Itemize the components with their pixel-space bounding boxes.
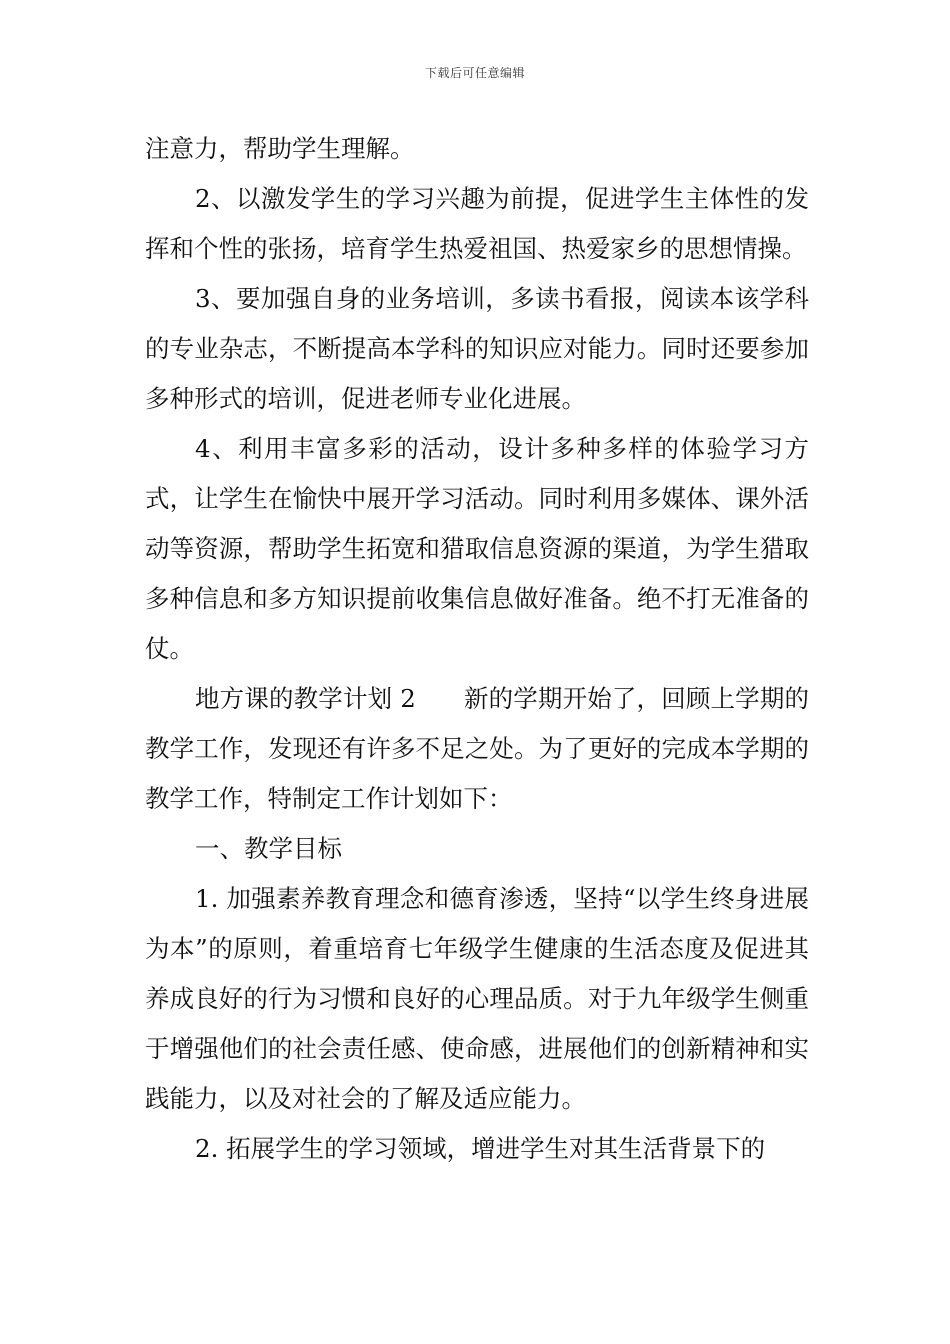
plan-intro-text: 新的学期开始了，回顾上学期的教学工作，发现还有许多不足之处。为了更好的完成本学期的教学工作，特制定工作计划如下： [145,684,810,813]
paragraph-goal-2: 2. 拓展学生的学习领域，增进学生对其生活背景下的 [195,1134,766,1163]
section-heading-goals: 一、教学目标 [195,834,342,863]
paragraph-plan-intro [145,674,809,824]
paragraph-item-4: 4、利用丰富多彩的活动，设计多种多样的体验学习方式，让学生在愉快中展开学习活动。同时利用多媒体、课外活动等资源，帮助学生拓宽和猎取信息资源的渠道，为学生猎取多种信息和多方知识提前收集信息做好准备。绝不打无准备的仗。 [145,434,809,663]
document-body [145,124,809,1174]
section-title: 地方课的教学计划 2 [195,684,416,713]
paragraph-item-3: 3、要加强自身的业务培训，多读书看报，阅读本该学科的专业杂志，不断提高本学科的知识应对能力。同时还要参加多种形式的培训，促进老师专业化进展。 [145,284,809,413]
page-header: 下载后可任意编辑 [424,66,525,80]
paragraph-item-2: 2、以激发学生的学习兴趣为前提，促进学生主体性的发挥和个性的张扬，培育学生热爱祖国、热爱家乡的思想情操。 [145,184,809,263]
paragraph-continuation: 注意力，帮助学生理解。 [145,134,415,163]
paragraph-goal-1: 1. 加强素养教育理念和德育渗透，坚持“以学生终身进展为本”的原则，着重培育七年级学生健康的生活态度及促进其养成良好的行为习惯和良好的心理品质。对于九年级学生侧重于增强他们的社会责任感、使命感，进展他们的创新精神和实践能力，以及对社会的了解及适应能力。 [145,884,809,1113]
